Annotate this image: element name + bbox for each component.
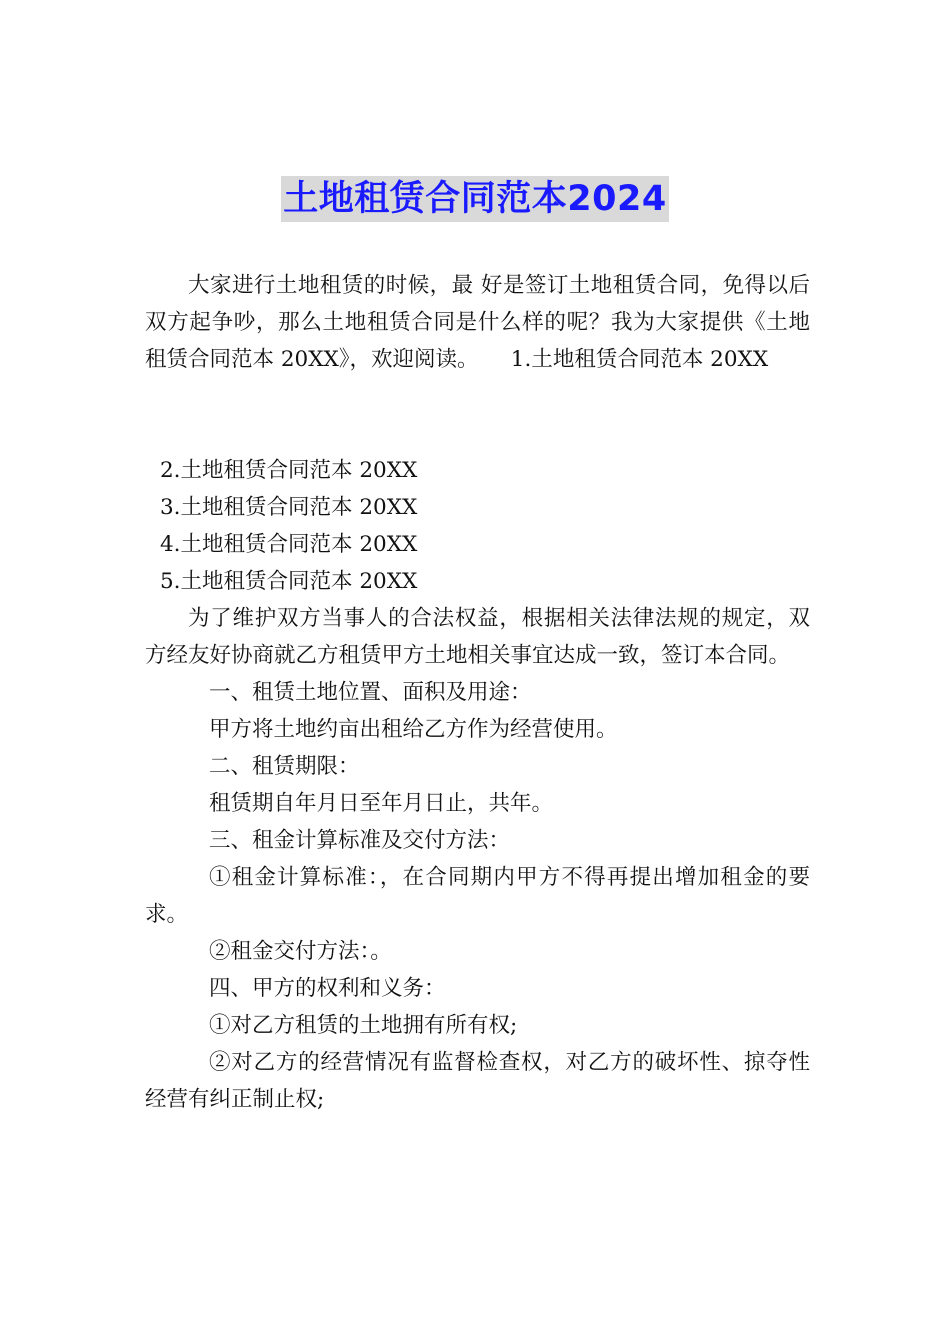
clause-heading: 三、租金计算标准及交付方法： [209, 828, 511, 853]
clause-text: 甲方将土地约亩出租给乙方作为经营使用。 [209, 717, 618, 742]
document-body [145, 267, 810, 1118]
clause-heading: 四、甲方的权利和义务： [209, 976, 446, 1001]
list-item: 4.土地租赁合同范本 20XX [160, 532, 418, 557]
clause-heading: 二、租赁期限： [209, 754, 360, 779]
clause-text: ②对乙方的经营情况有监督检查权，对乙方的破坏性、掠夺性经营有纠正制止权; [145, 1050, 810, 1112]
clause-text: ①对乙方租赁的土地拥有所有权; [209, 1013, 518, 1038]
list-item: 3.土地租赁合同范本 20XX [160, 495, 418, 520]
title-container [0, 176, 950, 222]
intro-paragraph: 大家进行土地租赁的时候，最 好是签订土地租赁合同，免得以后双方起争吵，那么土地租赁合同是什么样的呢？我为大家提供《土地租赁合同范本 20XX》，欢迎阅读。 1.土地租赁合同范本 20XX [145, 273, 810, 372]
preamble-paragraph: 为了维护双方当事人的合法权益，根据相关法律法规的规定，双方经友好协商就乙方租赁甲方土地相关事宜达成一致，签订本合同。 [145, 606, 810, 668]
clause-text: ①租金计算标准：，在合同期内甲方不得再提出增加租金的要求。 [145, 865, 810, 927]
blank-space [145, 378, 810, 452]
list-item: 2.土地租赁合同范本 20XX [160, 458, 418, 483]
clause-text: 租赁期自年月日至年月日止，共年。 [209, 791, 554, 816]
document-title: 土地租赁合同范本2024 [281, 176, 668, 222]
list-item: 5.土地租赁合同范本 20XX [160, 569, 418, 594]
clause-heading: 一、租赁土地位置、面积及用途： [209, 680, 532, 705]
clause-text: ②租金交付方法：。 [209, 939, 392, 964]
